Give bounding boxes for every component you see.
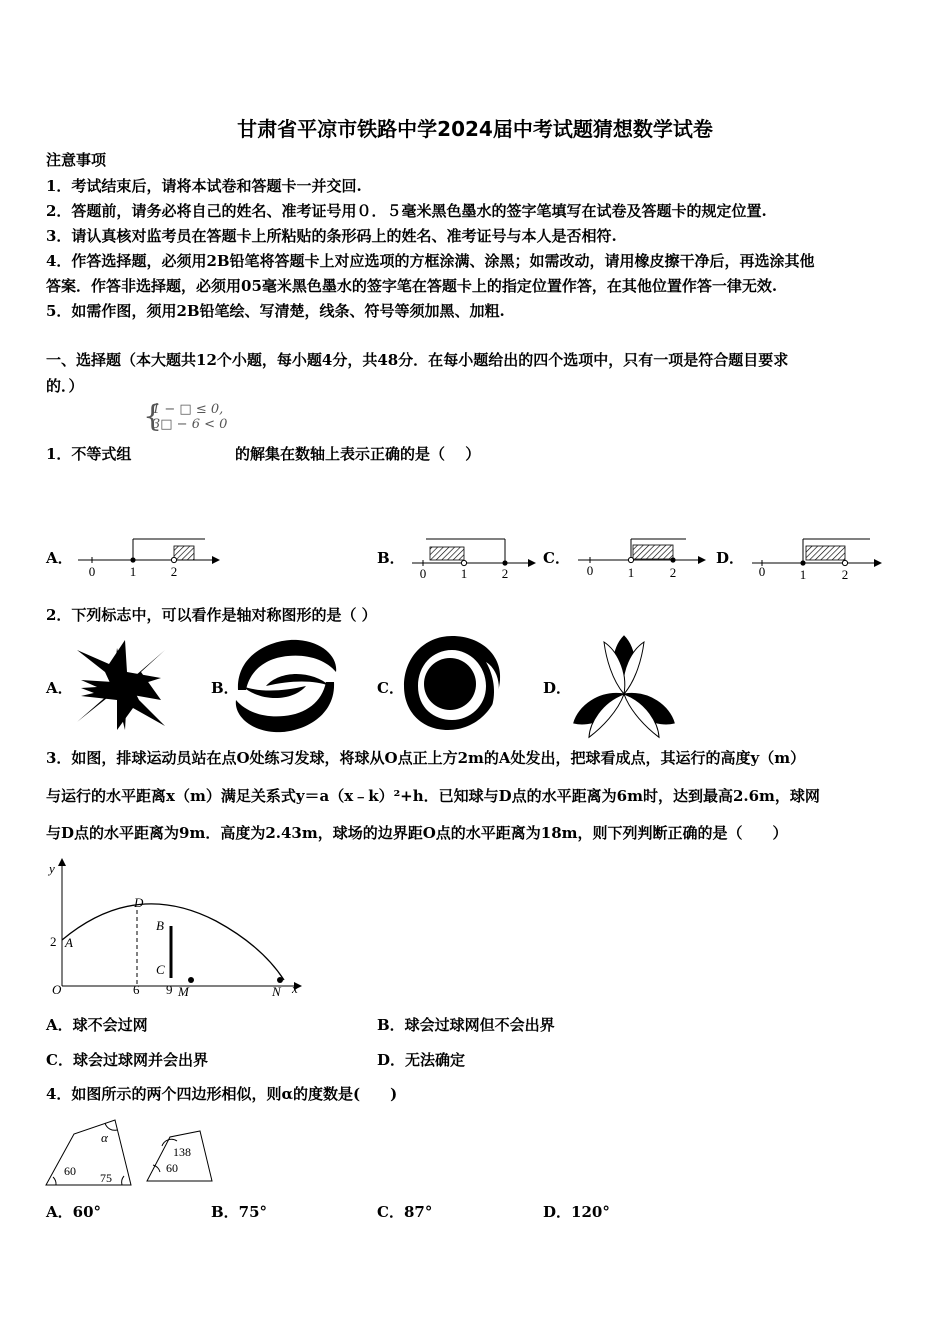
section-heading-cont: 的．） (46, 377, 84, 395)
angle-label: 138 (173, 1145, 191, 1159)
angle-label: 60 (166, 1161, 178, 1175)
symbol-d-petals (568, 636, 679, 740)
q3-stem: 3．如图，排球运动员站在点O处练习发球，将球从O点正上方2m的A处发出，把球看成点，其运行的高度y（m） (46, 749, 806, 767)
angle-label: 60 (64, 1164, 76, 1178)
number-line-a (78, 539, 220, 579)
point-label: C (156, 962, 165, 977)
q1-stem: 1．不等式组 (46, 445, 132, 463)
tick-label: 2 (501, 566, 509, 581)
option-label: C． (377, 679, 404, 697)
section-heading: 一、选择题（本大题共12个小题，每小题4分，共48分．在每小题给出的四个选项中，只有一项是符合题目要求 (46, 351, 789, 369)
q3-option: B．球会过球网但不会出界 (377, 1016, 555, 1034)
q3-option: C．球会过球网并会出界 (46, 1051, 208, 1069)
point-label: N (272, 984, 281, 999)
notice-item: 1．考试结束后，请将本试卷和答题卡一并交回. (46, 177, 362, 195)
option-label: B． (377, 549, 405, 567)
notice-item: 2．答题前，请务必将自己的姓名、准考证号用０．５毫米黑色墨水的签字笔填写在试卷及答题卡的规定位置. (46, 202, 767, 220)
point-label: D (134, 895, 144, 910)
notice-item: 3．请认真核对监考员在答题卡上所粘贴的条形码上的姓名、准考证号与本人是否相符. (46, 227, 617, 245)
notice-heading: 注意事项 (46, 151, 107, 169)
q4-option: A．60° (46, 1203, 102, 1221)
number-line-b (412, 539, 536, 581)
q4-stem: 4．如图所示的两个四边形相似，则α的度数是( ) (46, 1085, 398, 1103)
number-line-d (752, 539, 882, 582)
option-label: B． (211, 679, 239, 697)
q4-option: C．87° (377, 1203, 433, 1221)
brace-icon: { (143, 399, 163, 434)
q2-stem: 2．下列标志中，可以看作是轴对称图形的是（ ） (46, 606, 377, 624)
q4-option: B．75° (211, 1203, 268, 1221)
page-title: 甘肃省平凉市铁路中学2024届中考试题猜想数学试卷 (237, 117, 713, 141)
notice-item: 4．作答选择题，必须用2B铅笔将答题卡上对应选项的方框涂满、涂黑；如需改动，请用橡皮擦干净后，再选涂其他 (46, 252, 815, 270)
q4-option: D．120° (543, 1203, 610, 1221)
tick-label: 0 (758, 564, 766, 579)
angle-label: 75 (100, 1171, 112, 1185)
notice-item: 答案．作答非选择题，必须用05毫米黑色墨水的签字笔在答题卡上的指定位置作答，在其他位置作答一律无效. (46, 277, 778, 295)
tick-label: 1 (460, 566, 468, 581)
tick-label: 9 (166, 982, 173, 997)
option-label: D． (543, 679, 572, 697)
notice-item: 5．如需作图，须用2B铅笔绘、写清楚，线条、符号等须加黑、加粗. (46, 302, 505, 320)
tick-label: 0 (88, 564, 96, 579)
axis-label: x (292, 981, 298, 996)
q3-option: D．无法确定 (377, 1051, 466, 1069)
tick-label: 1 (627, 565, 635, 580)
system-line: 1 − □ ≤ 0, (152, 402, 224, 417)
tick-label: 2 (170, 564, 178, 579)
q3-stem: 与运行的水平距离x（m）满足关系式y＝a（x﹣k）²+h．已知球与D点的水平距离为6m时，达到最高2.6m，球网 (46, 787, 820, 805)
point-label: O (52, 982, 62, 997)
tick-label: 2 (841, 567, 849, 582)
q3-option: A．球不会过网 (46, 1016, 148, 1034)
system-line: 3□ − 6 < 0 (152, 417, 228, 432)
axis-label: y (49, 861, 55, 876)
option-label: C． (543, 549, 570, 567)
angle-label: α (101, 1130, 108, 1145)
q1-stem-suffix: 的解集在数轴上表示正确的是（ ） (235, 445, 481, 463)
symbol-b-ring (236, 640, 336, 732)
option-label: A． (46, 549, 73, 567)
tick-label: 2 (50, 934, 57, 949)
volleyball-figure (47, 858, 302, 999)
symbol-a-stars (77, 640, 165, 730)
tick-label: 0 (419, 566, 427, 581)
option-label: D． (716, 549, 745, 567)
option-label: A． (46, 679, 73, 697)
point-label: B (156, 918, 164, 933)
tick-label: 1 (129, 564, 137, 579)
tick-label: 6 (133, 982, 140, 997)
q3-stem: 与D点的水平距离为9m．高度为2.43m，球场的边界距O点的水平距离为18m，则下列判断正确的是（ ） (46, 824, 788, 842)
quadrilateral-figure (46, 1120, 212, 1185)
point-label: A (65, 935, 73, 950)
symbol-c-circle (404, 636, 500, 730)
tick-label: 2 (669, 565, 677, 580)
tick-label: 1 (799, 567, 807, 582)
point-label: M (178, 984, 189, 999)
number-line-c (578, 539, 706, 580)
tick-label: 0 (586, 563, 594, 578)
